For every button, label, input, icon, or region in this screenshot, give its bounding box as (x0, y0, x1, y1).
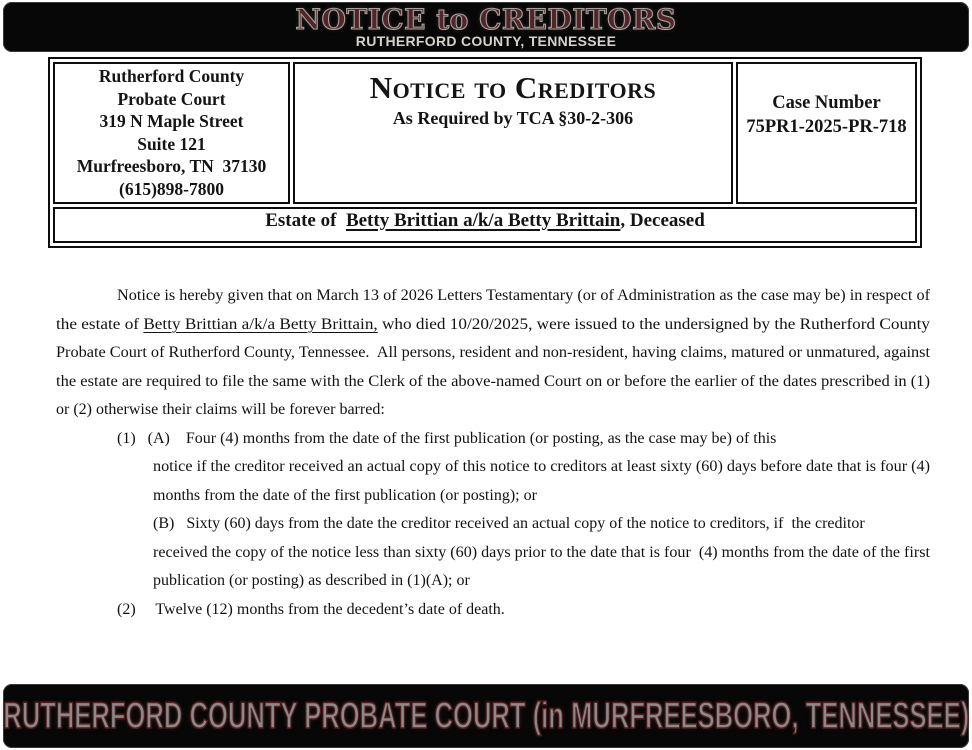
body-paragraph-line-text: Probate Court of Rutherford County, Tennessee. All persons, resident and non-resident, having claims, matured or unmatured, against (56, 344, 930, 361)
list-line-text: (2) Twelve (12) months from the decedent’s date of death. (117, 600, 505, 618)
body-paragraph-line-text: or (2) otherwise their claims will be forever barred: (56, 401, 385, 418)
court-address-cell (53, 62, 290, 204)
court-address-line: Suite 121 (137, 133, 206, 154)
top-banner-title: NOTICE to CREDITORS (295, 2, 677, 36)
court-address-line: Rutherford County (98, 66, 245, 86)
document-title: Notice to Creditors (369, 70, 657, 105)
court-address-line: Probate Court (117, 88, 226, 109)
body-paragraph-line (56, 339, 930, 368)
estate-cell (53, 207, 917, 243)
list-line (56, 539, 930, 568)
list-line (56, 453, 930, 482)
body-paragraph-line (56, 368, 930, 397)
body-paragraph-line (56, 396, 930, 425)
court-address-line: Murfreesboro, TN 37130 (76, 156, 267, 176)
list-line-1A (56, 425, 930, 454)
body-paragraph-line-text: Notice is hereby given that on March 13 of 2026 Letters Testamentary (or of Administration as the case may be) in respect of (117, 287, 930, 304)
court-address-line: (615)898-7800 (119, 178, 224, 199)
header-table-row-2 (53, 207, 917, 243)
top-banner-subtitle: RUTHERFORD COUNTY, TENNESSEE (355, 32, 617, 49)
list-line-text: (1) (A) Four (4) months from the date of the first publication (or posting, as the case may be) of this (117, 429, 777, 447)
estate-prefix: Estate of (265, 210, 346, 231)
list-line-text: months from the date of the first publication (or posting); or (153, 486, 537, 504)
notice-body (56, 282, 930, 624)
list-line (56, 567, 930, 596)
document-subtitle: As Required by TCA §30-2-306 (392, 108, 634, 128)
list-line-text: publication (or posting) as described in (1)(A); or (153, 572, 470, 589)
bottom-banner-title: RUTHERFORD COUNTY PROBATE COURT (in MURFREESBORO, TENNESSEE) (3, 695, 970, 736)
list-line-text: (B) Sixty (60) days from the date the creditor received an actual copy of the notice to creditors, if the creditor (153, 515, 865, 532)
list-line-1B (56, 510, 930, 539)
body-paragraph-line (56, 282, 930, 311)
case-number-label: Case Number (772, 93, 881, 113)
court-address-line: 319 N Maple Street (99, 111, 244, 131)
decedent-name: Betty Brittian a/k/a Betty Brittain (345, 210, 621, 231)
estate-suffix: , Deceased (620, 210, 705, 231)
case-number-value: 75PR1-2025-PR-718 (746, 117, 907, 137)
body-paragraph-line (56, 311, 930, 340)
header-table-row-1 (53, 62, 917, 204)
document-title-cell (293, 62, 733, 204)
top-banner (3, 2, 969, 52)
decedent-name-inline: Betty Brittian a/k/a Betty Brittain, (143, 315, 378, 333)
header-table (48, 57, 922, 248)
line2-pre: the estate of (56, 315, 144, 333)
bottom-banner (3, 684, 969, 748)
estate-line (265, 210, 705, 232)
list-line-text: notice if the creditor received an actual copy of this notice to creditors at least sixty (60) days before date that is four (4) (153, 458, 930, 475)
body-paragraph-line-text (56, 311, 930, 340)
body-paragraph-line-text: the estate are required to file the same with the Clerk of the above-named Court on or before the earlier of the dates prescribed in (1) (56, 372, 930, 390)
list-line-text: received the copy of the notice less than sixty (60) days prior to the date that is four (4) months from the date of the first (153, 543, 930, 561)
list-line (56, 482, 930, 511)
case-number-cell (736, 62, 917, 204)
list-line-2 (56, 596, 930, 625)
line2-post: who died 10/20/2025, were issued to the undersigned by the Rutherford County (377, 315, 930, 333)
